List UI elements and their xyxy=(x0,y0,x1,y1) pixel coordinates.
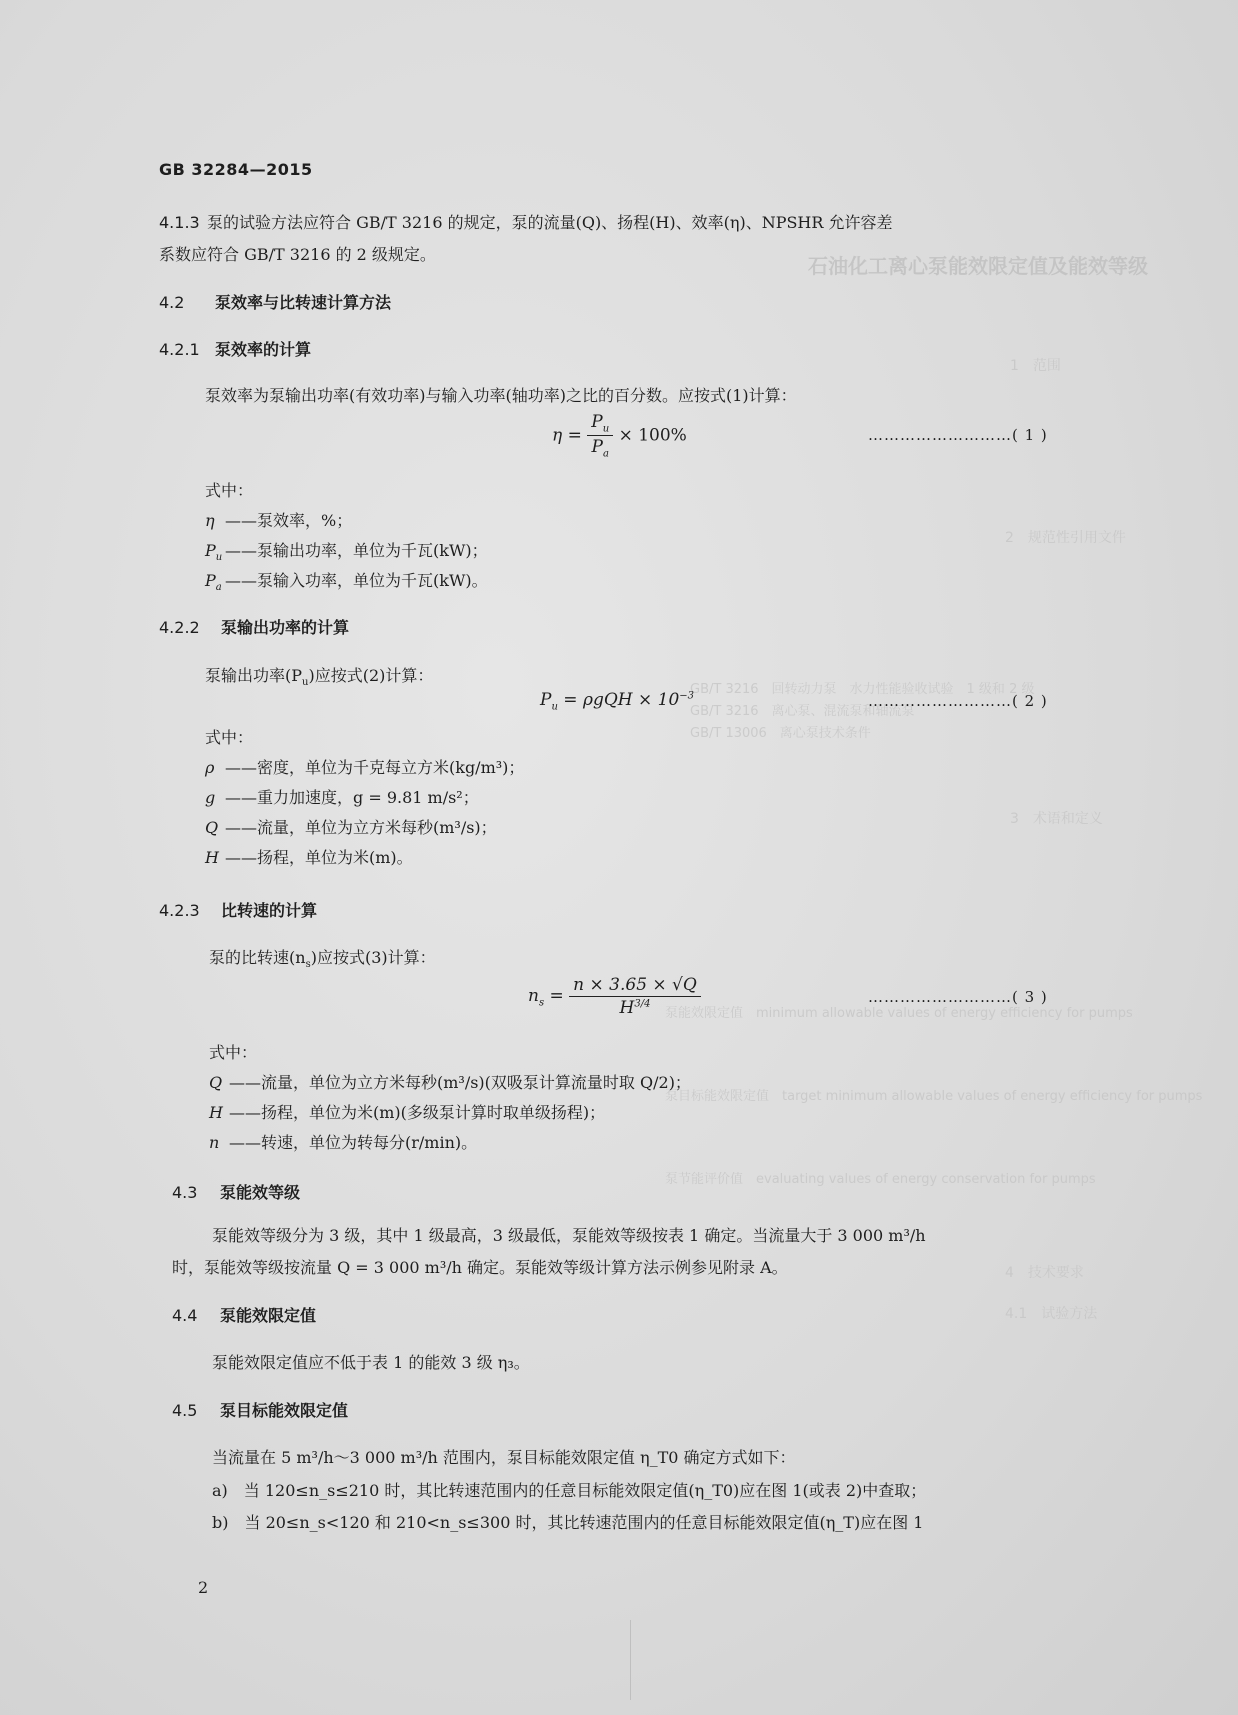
section-number: 4.4 xyxy=(172,1306,198,1325)
variable-definition: $P_a$ ——泵输入功率，单位为千瓦(kW)。 xyxy=(205,571,488,594)
bleed-through-line: 泵目标能效限定值 target minimum allowable values of energy efficiency for pumps xyxy=(665,1089,1203,1104)
variable-definition: g ——重力加速度，g = 9.81 m/s²； xyxy=(205,788,479,807)
fraction-numerator: n × 3.65 × √Q xyxy=(569,975,701,997)
equation-lhs: η = xyxy=(552,425,582,446)
variable-definition: Q ——流量，单位为立方米每秒(m³/s)(双吸泵计算流量时取 Q/2)； xyxy=(209,1073,691,1092)
paragraph-energy-grade-line2: 时，泵能效等级按流量 Q = 3 000 m³/h 确定。泵能效等级计算方法示例参见附录 A。 xyxy=(172,1258,788,1277)
where-label: 式中： xyxy=(205,481,254,500)
scan-fold-line xyxy=(630,1620,631,1700)
standard-number-header: GB 32284—2015 xyxy=(159,160,313,179)
section-title: 泵效率的计算 xyxy=(215,340,312,359)
fraction-denominator: $P_a$ xyxy=(591,437,609,460)
equation-rhs: × 100% xyxy=(618,425,687,446)
section-title: 泵效率与比转速计算方法 xyxy=(215,293,392,312)
bleed-through-line: 泵能效限定值 minimum allowable values of energy efficiency for pumps xyxy=(665,1006,1133,1021)
section-title: 比转速的计算 xyxy=(221,901,318,920)
bleed-through-line: 泵节能评价值 evaluating values of energy conservation for pumps xyxy=(665,1172,1096,1187)
variable-definition: H ——扬程，单位为米(m)。 xyxy=(205,848,413,867)
variable-definition: η ——泵效率，%； xyxy=(205,511,353,530)
bleed-through-line: GB/T 3216 离心泵、混流泵和轴流泵 xyxy=(690,704,915,719)
equation-2: $P_u = \rho gQH \times 10^{-3}$ xyxy=(540,690,695,713)
list-item-b: b) 当 20≤n_s<120 和 210<n_s≤300 时，其比转速范围内的任意目标能效限定值(η_T)应在图 1 xyxy=(212,1513,924,1532)
section-heading-4-2 xyxy=(159,290,391,313)
section-title: 泵能效限定值 xyxy=(220,1306,317,1325)
clause-4-1-3-line2: 系数应符合 GB/T 3216 的 2 级规定。 xyxy=(159,245,436,264)
section-heading-4-4 xyxy=(172,1303,316,1326)
paragraph-energy-grade-line1: 泵能效等级分为 3 级，其中 1 级最高，3 级最低，泵能效等级按表 1 确定。当流量大于 3 000 m³/h xyxy=(212,1226,926,1245)
section-title: 泵输出功率的计算 xyxy=(221,618,350,637)
bleed-through-title: 石油化工离心泵能效限定值及能效等级 xyxy=(808,254,1148,278)
section-number: 4.2.2 xyxy=(159,618,200,637)
fraction-denominator: $H^{3/4}$ xyxy=(619,998,651,1018)
section-heading-4-5 xyxy=(172,1398,348,1421)
section-number: 4.3 xyxy=(172,1183,198,1202)
section-title: 泵能效等级 xyxy=(220,1183,301,1202)
equation-1 xyxy=(552,412,687,460)
paragraph-output-power-intro: 泵输出功率$(P_u)$应按式(2)计算： xyxy=(205,666,434,689)
page-number: 2 xyxy=(198,1578,209,1597)
equation-fraction xyxy=(569,975,701,1018)
equation-3: $n_s$ = $\frac{n \times 3.65 \times √Q}{H^{3/4}}$ xyxy=(528,975,701,1018)
bleed-through-line: GB/T 13006 离心泵技术条件 xyxy=(690,726,871,741)
section-heading-4-2-2 xyxy=(159,615,349,638)
bleed-through-line: 2 规范性引用文件 xyxy=(1005,530,1126,546)
paragraph-min-value: 泵能效限定值应不低于表 1 的能效 3 级 η₃。 xyxy=(212,1353,530,1372)
section-number: 4.5 xyxy=(172,1401,198,1420)
variable-definition: n ——转速，单位为转每分(r/min)。 xyxy=(209,1133,478,1152)
section-heading-4-2-3 xyxy=(159,898,317,921)
list-item-a: a) 当 120≤n_s≤210 时，其比转速范围内的任意目标能效限定值(η_T0)应在图 1(或表 2)中查取； xyxy=(212,1481,927,1500)
where-label: 式中： xyxy=(205,728,254,747)
bleed-through-line: 3 术语和定义 xyxy=(1010,811,1103,827)
section-title: 泵目标能效限定值 xyxy=(220,1401,349,1420)
clause-number: 4.1.3 xyxy=(159,213,200,232)
equation-label-1: ………………………( 1 ) xyxy=(868,426,1048,444)
bleed-through-line: GB/T 3216 回转动力泵 水力性能验收试验 1 级和 2 级 xyxy=(690,682,1035,697)
section-number: 4.2 xyxy=(159,293,185,312)
clause-4-1-3-line1 xyxy=(159,210,893,233)
paragraph-specific-speed-intro: 泵的比转速$(n_s)$应按式(3)计算： xyxy=(209,948,436,971)
paragraph-efficiency-intro: 泵效率为泵输出功率(有效功率)与输入功率(轴功率)之比的百分数。应按式(1)计算： xyxy=(205,386,797,405)
equation-fraction xyxy=(587,412,613,460)
variable-definition: Q ——流量，单位为立方米每秒(m³/s)； xyxy=(205,818,497,837)
section-heading-4-2-1 xyxy=(159,337,311,360)
where-label: 式中： xyxy=(209,1043,258,1062)
variable-definition: $P_u$ ——泵输出功率，单位为千瓦(kW)； xyxy=(205,541,488,564)
bleed-through-line: 4 技术要求 xyxy=(1005,1265,1084,1281)
variable-definition: ρ ——密度，单位为千克每立方米(kg/m³)； xyxy=(205,758,525,777)
section-heading-4-3 xyxy=(172,1180,300,1203)
bleed-through-line: 4.1 试验方法 xyxy=(1005,1306,1098,1322)
section-number: 4.2.1 xyxy=(159,340,200,359)
equation-label-2: ………………………( 2 ) xyxy=(868,692,1048,710)
equation-label-3: ………………………( 3 ) xyxy=(868,988,1048,1006)
clause-text: 泵的试验方法应符合 GB/T 3216 的规定，泵的流量(Q)、扬程(H)、效率(η)、NPSHR 允许容差 xyxy=(207,213,893,232)
paragraph-target-value-intro: 当流量在 5 m³/h～3 000 m³/h 范围内，泵目标能效限定值 η_T0 确定方式如下： xyxy=(212,1448,796,1467)
section-number: 4.2.3 xyxy=(159,901,200,920)
fraction-numerator: $P_u$ xyxy=(587,412,613,436)
variable-definition: H ——扬程，单位为米(m)(多级泵计算时取单级扬程)； xyxy=(209,1103,606,1122)
bleed-through-line: 1 范围 xyxy=(1010,358,1061,374)
